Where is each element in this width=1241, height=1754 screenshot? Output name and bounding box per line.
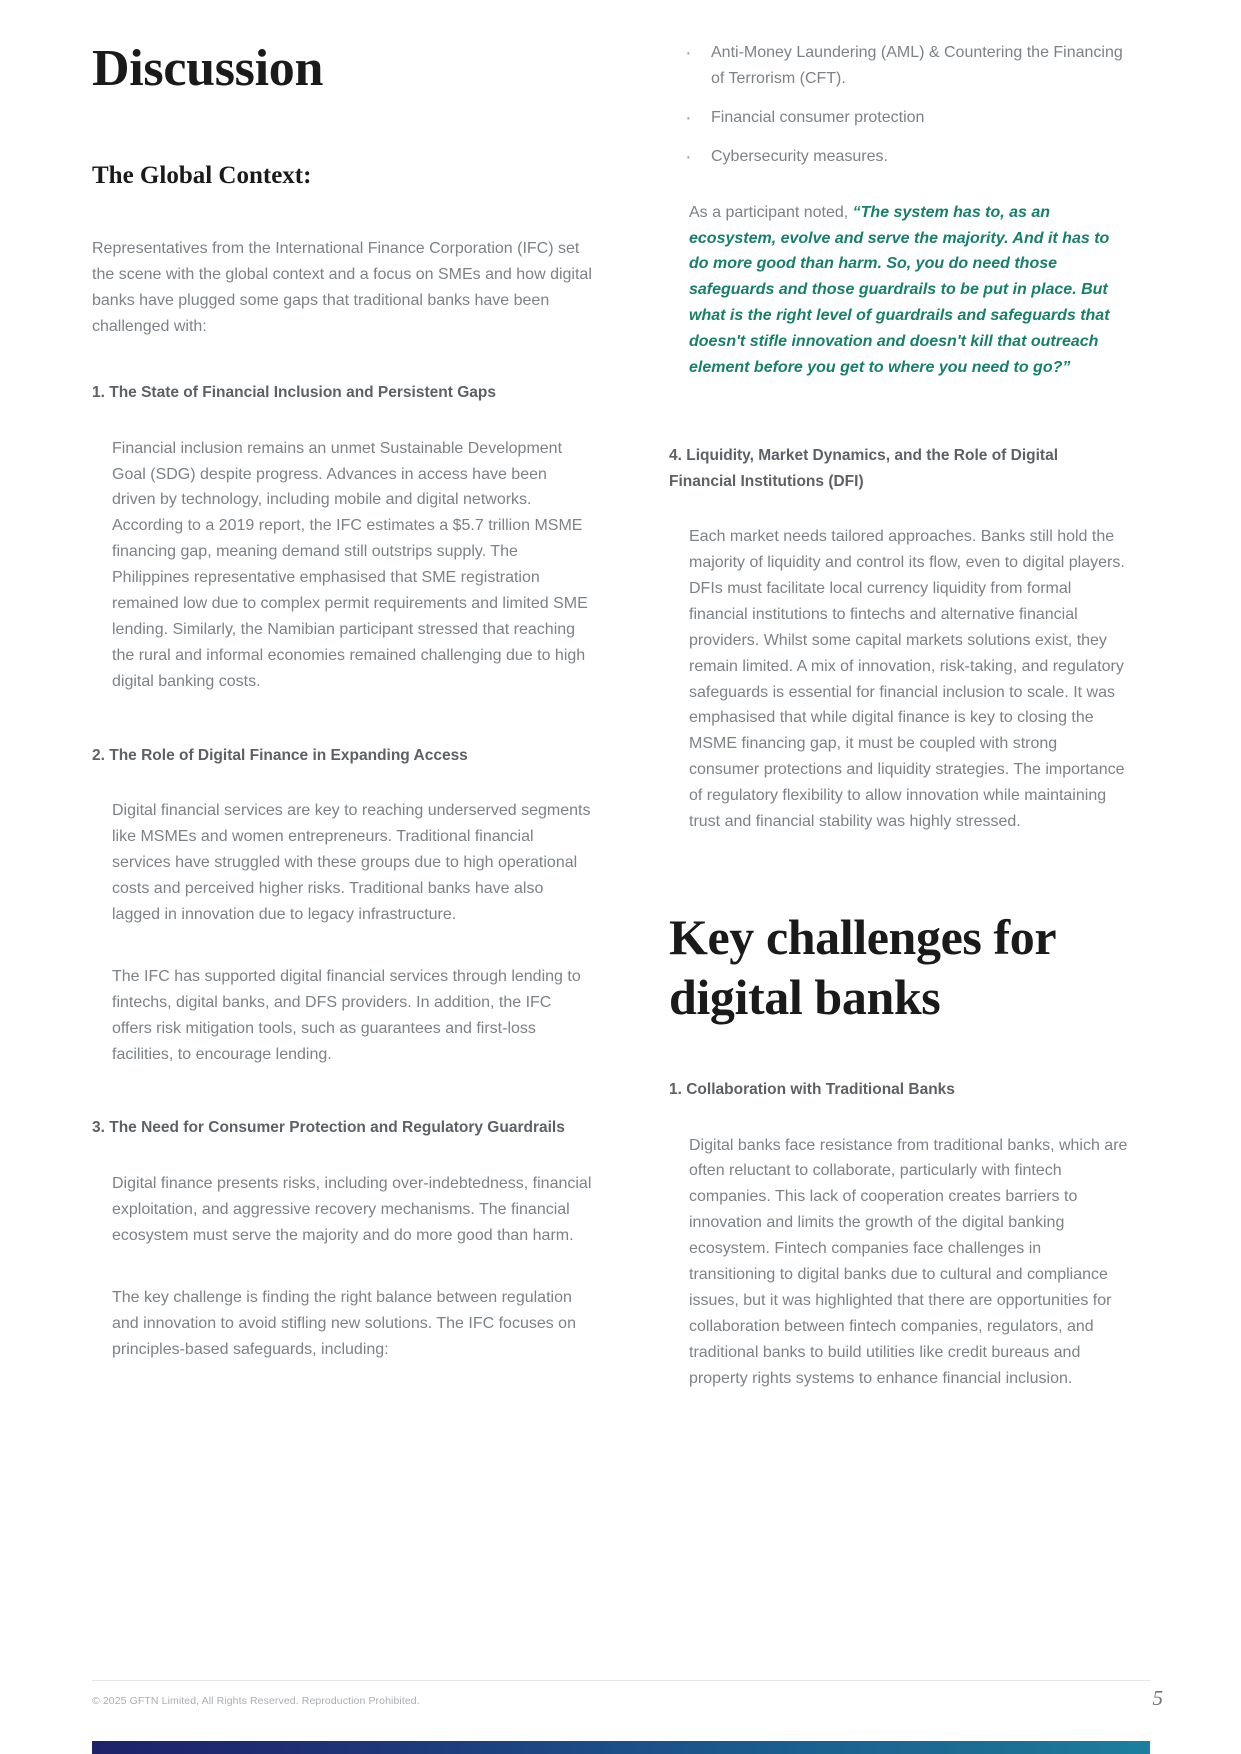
heading-collaboration-traditional-banks: 1. Collaboration with Traditional Banks [669, 1080, 955, 1098]
page-title: Discussion [92, 40, 324, 97]
heading-liquidity-market-dynamics: 4. Liquidity, Market Dynamics, and the Role of Digital Financial Institutions (DFI) [669, 446, 1058, 490]
paragraph-liquidity: Each market needs tailored approaches. Banks still hold the majority of liquidity and control its flow, even to digital players. DFIs must facilitate local currency liquidity from formal financial institutions to fintechs and alternative financial providers. Whilst some capital markets solutions exist, they remain limited. A mix of innovation, risk-taking, and regulatory safeguards is essential for financial inclusion to scale. It was emphasised that while digital finance is key to closing the MSME financing gap, it must be coupled with strong consumer protections and liquidity strategies. The importance of regulatory flexibility to allow innovation while maintaining trust and financial stability was highly stressed. [689, 528, 1125, 831]
right-column [669, 0, 1129, 1680]
safeguards-bullet-list [669, 40, 1129, 170]
heading-role-of-digital-finance: 2. The Role of Digital Finance in Expanding Access [92, 746, 468, 764]
quote-text: “The system has to, as an ecosystem, evolve and serve the majority. And it has to do more good than harm. So, you do need those safeguards and those guardrails to be put in place. But what is the right level of guardrails and safeguards that doesn't stifle innovation and doesn't kill that outreach element before you get to where you need to go?” [689, 203, 1110, 377]
list-item: · Financial consumer protection [681, 105, 1129, 131]
page-footer [0, 1680, 1241, 1754]
copyright-notice: © 2025 GFTN Limited, All Rights Reserved. Reproduction Prohibited. [92, 1695, 420, 1707]
paragraph-financial-inclusion: Financial inclusion remains an unmet Sustainable Development Goal (SDG) despite progress. Advances in access have been driven by technology, including mobile and digital networks. According to a 2019 report, the IFC estimates a $5.7 trillion MSME financing gap, meaning demand still outstrips supply. The Philippines representative emphasised that SME registration remained low due to complex permit requirements and limited SME lending. Similarly, the Namibian participant stressed that reaching the rural and informal economies remained challenging due to high digital banking costs. [112, 439, 588, 690]
paragraph-collaboration: Digital banks face resistance from traditional banks, which are often reluctant to collaborate, particularly with fintech companies. This lack of cooperation creates barriers to innovation and limits the growth of the digital banking ecosystem. Fintech companies face challenges in transitioning to digital banks due to cultural and compliance issues, but it was highlighted that there are opportunities for collaboration between fintech companies, regulators, and traditional banks to build utilities like credit bureaus and property rights systems to enhance financial inclusion. [689, 1136, 1128, 1387]
left-column [92, 0, 592, 1680]
section-subtitle: The Global Context: [92, 162, 312, 190]
list-item: · Anti-Money Laundering (AML) & Countering the Financing of Terrorism (CFT). [681, 40, 1129, 92]
intro-paragraph: Representatives from the International Finance Corporation (IFC) set the scene with the global context and a focus on SMEs and how digital banks have plugged some gaps that traditional banks have been challenged with: [92, 240, 592, 336]
paragraph-ifc-support: The IFC has supported digital financial services through lending to fintechs, digital banks, and DFS providers. In addition, the IFC offers risk mitigation tools, such as guarantees and first-loss facilities, to encourage lending. [112, 967, 581, 1063]
paragraph-digital-financial-services: Digital financial services are key to reaching underserved segments like MSMEs and women entrepreneurs. Traditional financial services have struggled with these groups due to high operational costs and perceived higher risks. Traditional banks have also lagged in innovation due to legacy infrastructure. [112, 802, 591, 923]
quote-lead-in: As a participant noted, [689, 203, 853, 221]
footer-divider [92, 1680, 1150, 1681]
key-challenges-title: Key challenges for digital banks [669, 908, 1056, 1025]
page-number: 5 [1152, 1686, 1163, 1710]
heading-consumer-protection: 3. The Need for Consumer Protection and Regulatory Guardrails [92, 1119, 565, 1137]
paragraph-key-challenge-balance: The key challenge is finding the right balance between regulation and innovation to avoid stifling new solutions. The IFC focuses on principles-based safeguards, including: [112, 1288, 576, 1358]
participant-quote-block [669, 200, 1129, 381]
heading-state-of-financial-inclusion: 1. The State of Financial Inclusion and Persistent Gaps [92, 384, 496, 402]
list-item: · Cybersecurity measures. [681, 144, 1129, 170]
footer-gradient-bar [92, 1741, 1150, 1754]
paragraph-digital-finance-risks: Digital finance presents risks, including over-indebtedness, financial exploitation, and aggressive recovery mechanisms. The financial ecosystem must serve the majority and do more good than harm. [112, 1175, 592, 1244]
